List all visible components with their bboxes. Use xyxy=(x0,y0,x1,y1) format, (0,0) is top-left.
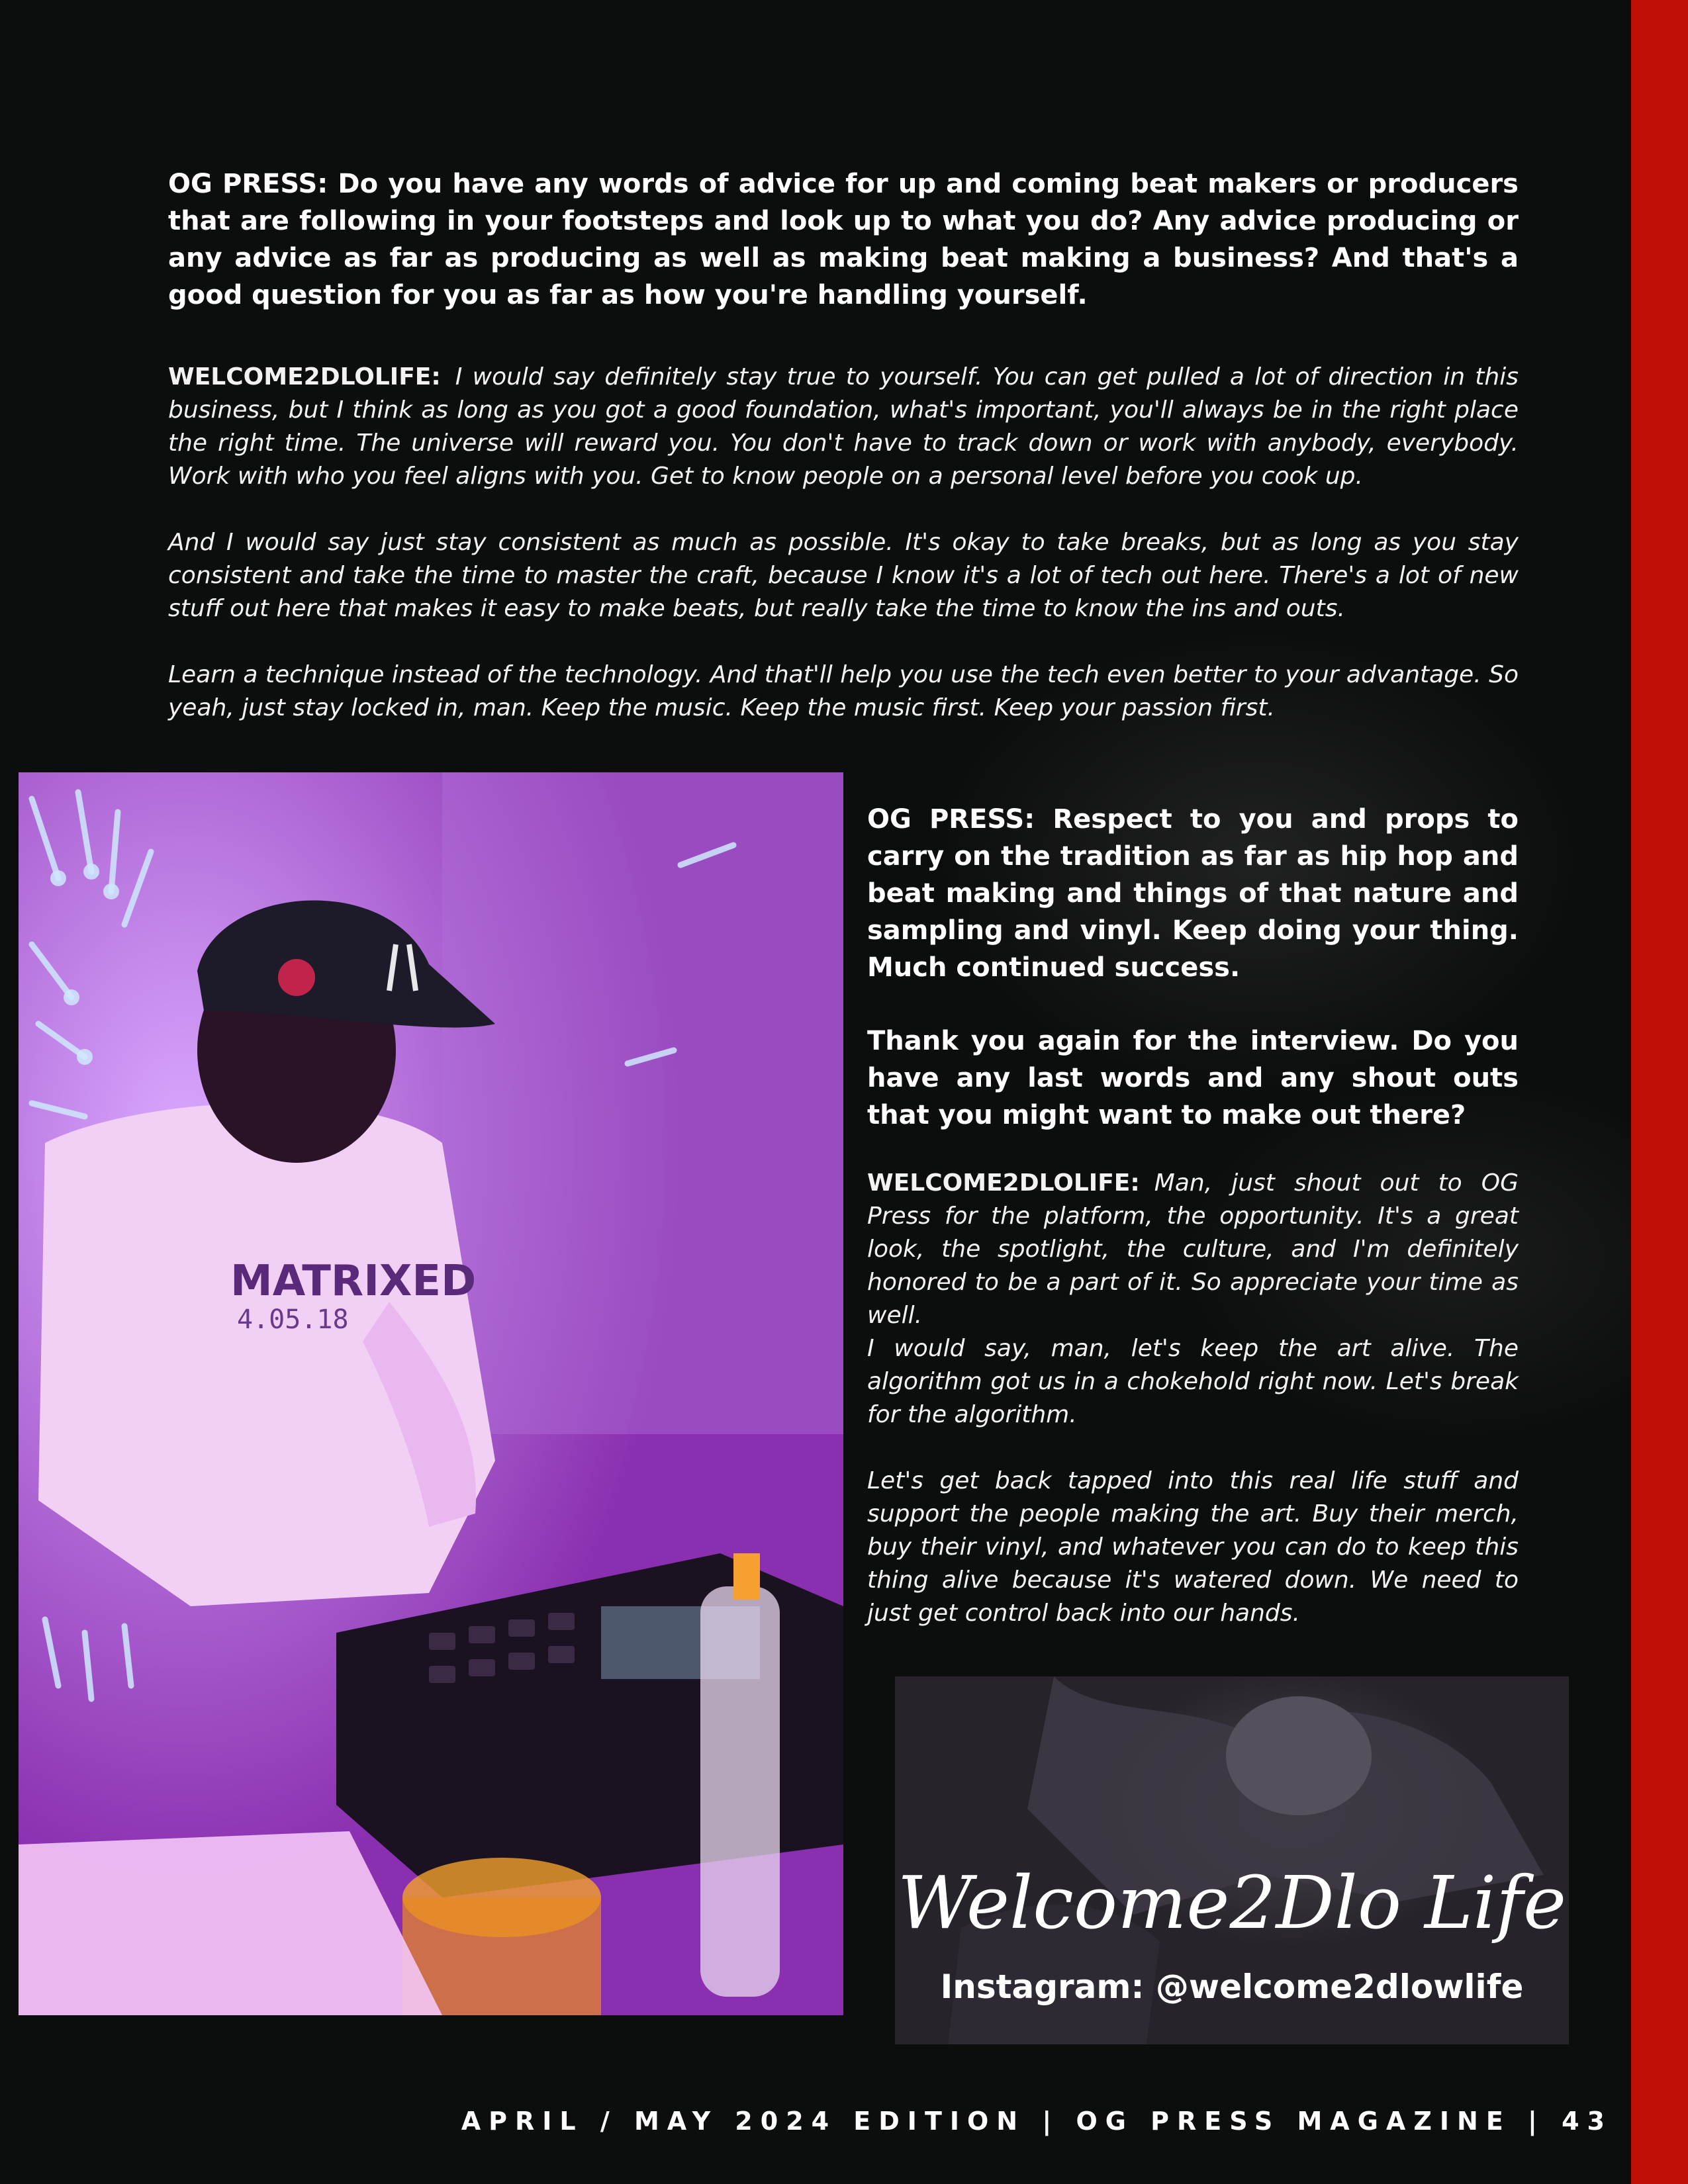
answer-last-words-p3: Let's get back tapped into this real life stuff and support the people making the art. Buy their merch, buy their vinyl, and whatever you can do to keep this thing alive because it's watered down. We need to just get control back into our hands. xyxy=(867,1467,1519,1627)
speaker-label: WELCOME2DLOLIFE: xyxy=(867,1169,1140,1197)
dj-photo-illustration xyxy=(19,772,843,2015)
speaker-label: WELCOME2DLOLIFE: xyxy=(168,363,441,390)
dj-photo xyxy=(19,772,843,2015)
question-respect: OG PRESS: Respect to you and props to carry on the tradition as far as hip hop and beat making and things of that nature and sampling and vinyl. Keep doing your thing. Much continued success. xyxy=(867,804,1519,983)
question-advice: OG PRESS: Do you have any words of advice for up and coming beat makers or producers that are following in your footsteps and look up to what you do? Any advice producing or any advice as far as producing as well as making beat making a business? And that's a good question for you as far as how you're handling yourself. xyxy=(168,169,1519,310)
answer-text: Man, just shout out to OG Press for the platform, the opportunity. It's a great look, the spotlight, the culture, and I'm definitely honored to be a part of it. So appreciate your time as well. xyxy=(867,1169,1519,1329)
page-footer: APRIL / MAY 2024 EDITION | OG PRESS MAGAZINE | 43 xyxy=(461,2107,1613,2136)
side-accent-bar xyxy=(1631,0,1688,2184)
shirt-date: 4.05.18 xyxy=(237,1304,349,1335)
answer-advice-p1 xyxy=(168,361,1519,493)
instagram-handle[interactable]: Instagram: @welcome2dlowlife xyxy=(940,1968,1524,2006)
answer-last-words-p1 xyxy=(867,1167,1519,1332)
answer-text: I would say definitely stay true to yourself. You can get pulled a lot of direction in this business, but I think as long as you got a good foundation, what's important, you'll always be in the right place the right time. The universe will reward you. You don't have to track down or work with anybody, everybody. Work with who you feel aligns with you. Get to know people on a personal level before you cook up. xyxy=(168,363,1519,490)
question-last-words: Thank you again for the interview. Do you have any last words and any shout outs that you might want to make out there? xyxy=(867,1026,1519,1130)
answer-advice-p3: Learn a technique instead of the technology. And that'll help you use the tech even better to your advantage. So yeah, just stay locked in, man. Keep the music. Keep the music first. Keep your passion first. xyxy=(168,661,1519,721)
shirt-print: MATRIXED xyxy=(230,1257,477,1306)
answer-last-words-p2: I would say, man, let's keep the art alive. The algorithm got us in a chokehold right now. Let's break for the algorithm. xyxy=(867,1335,1519,1428)
artist-promo-image xyxy=(895,1676,1569,2044)
signature-logo: Welcome2Dlo Life xyxy=(897,1860,1567,1945)
answer-advice-p2: And I would say just stay consistent as much as possible. It's okay to take breaks, but as long as you stay consistent and take the time to master the craft, because I know it's a lot of tech out here. There's a lot of new stuff out here that makes it easy to make beats, but really take the time to know the ins and outs. xyxy=(168,529,1519,622)
